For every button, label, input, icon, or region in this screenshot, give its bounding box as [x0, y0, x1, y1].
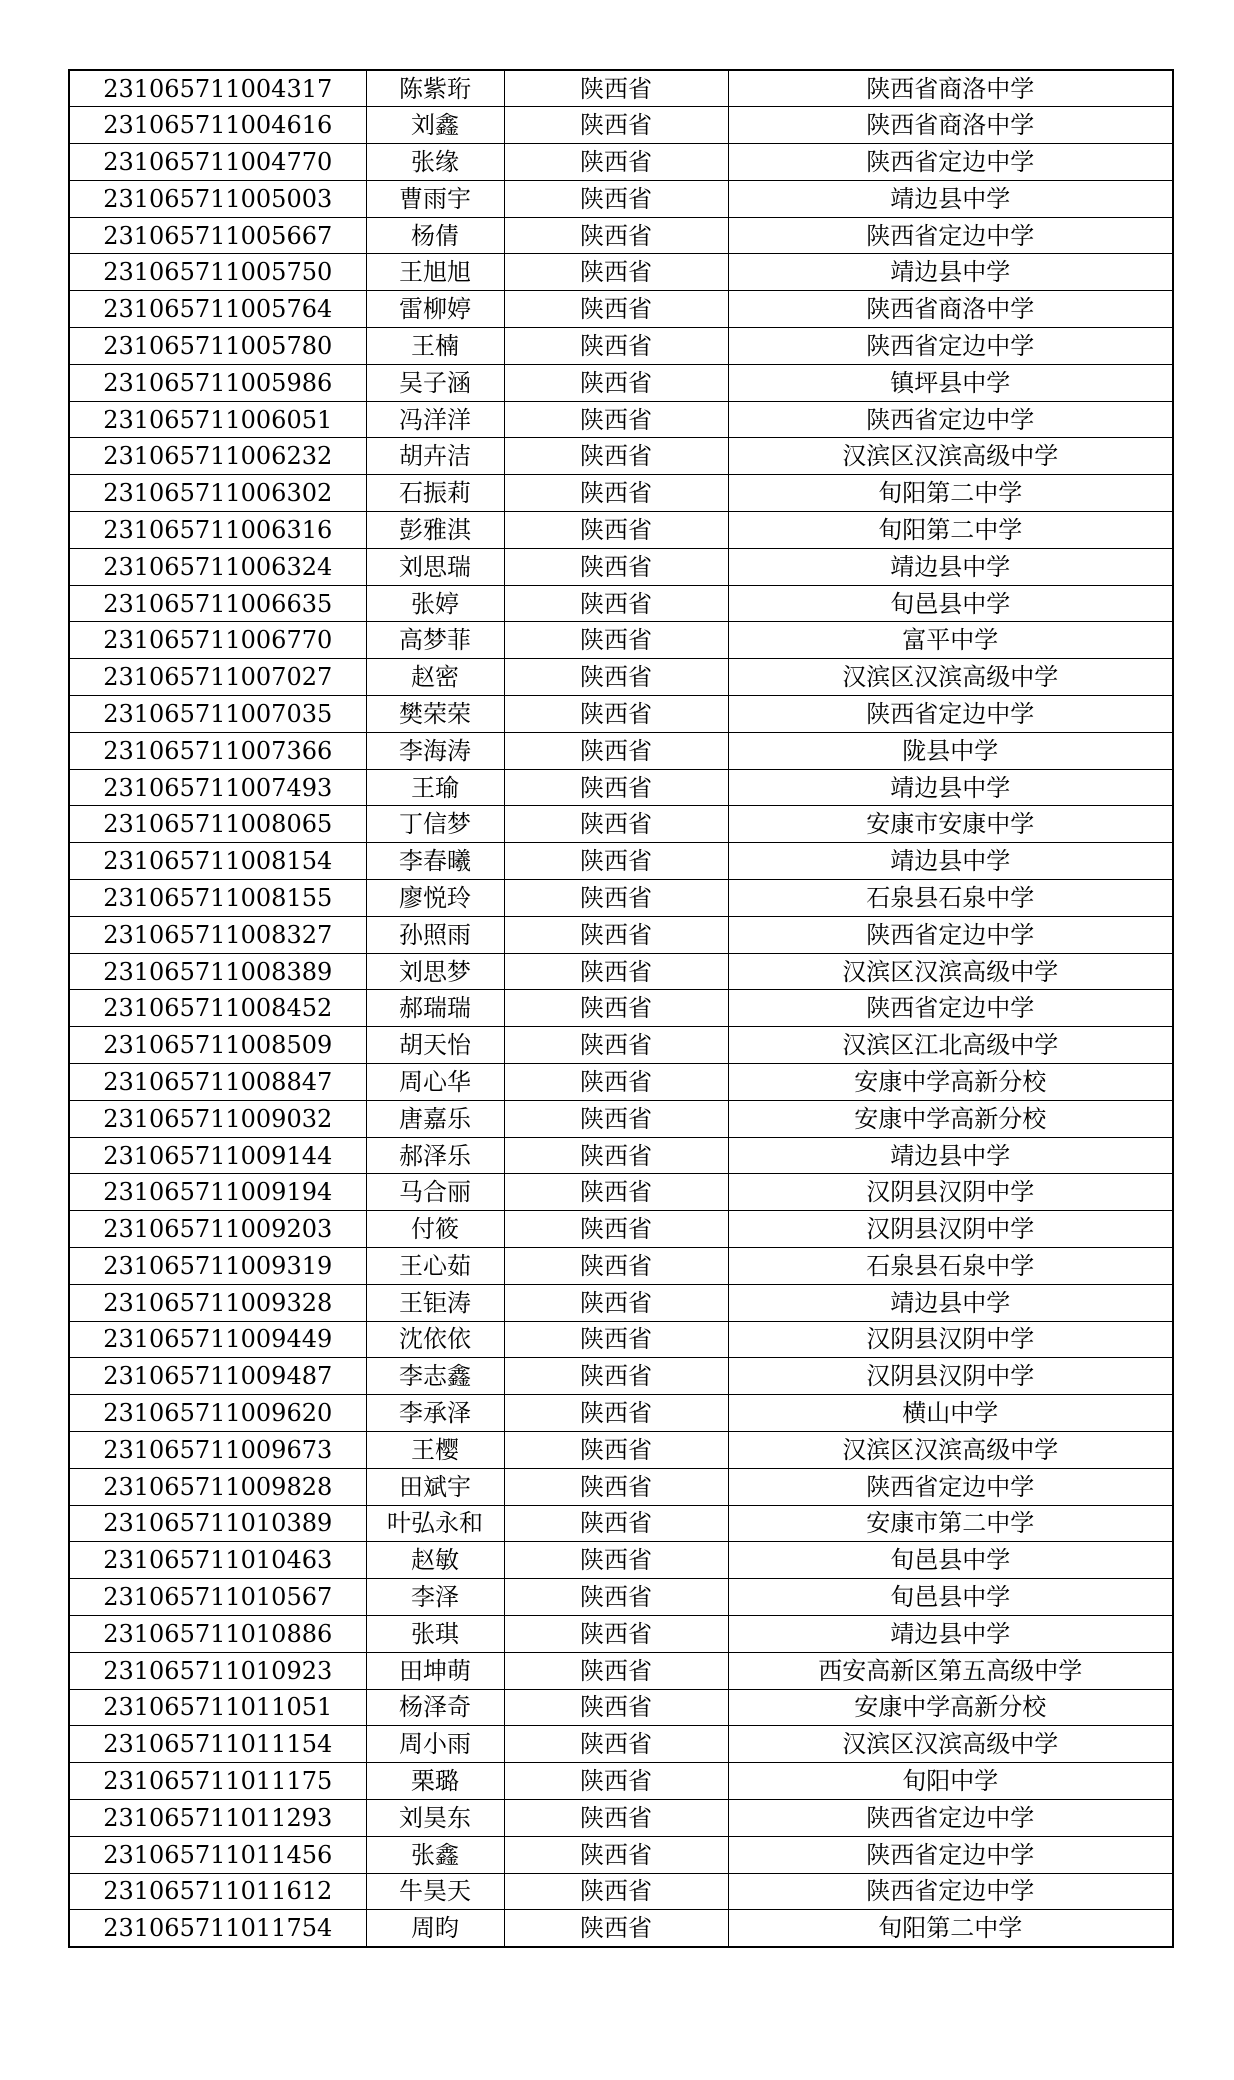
school-cell: 靖边县中学 [728, 769, 1173, 806]
table-row [69, 328, 1173, 365]
table-row [69, 1652, 1173, 1689]
table-row [69, 1468, 1173, 1505]
student-name-cell: 吴子涵 [366, 364, 504, 401]
table-row [69, 585, 1173, 622]
student-name-cell: 刘思梦 [366, 953, 504, 990]
table-row [69, 217, 1173, 254]
province-cell: 陕西省 [504, 254, 728, 291]
student-name-cell: 杨倩 [366, 217, 504, 254]
table-row [69, 806, 1173, 843]
school-cell: 汉滨区汉滨高级中学 [728, 1431, 1173, 1468]
school-cell: 陕西省定边中学 [728, 696, 1173, 733]
province-cell: 陕西省 [504, 1248, 728, 1285]
table-row [69, 401, 1173, 438]
student-name-cell: 刘昊东 [366, 1799, 504, 1836]
student-name-cell: 樊荣荣 [366, 696, 504, 733]
table-row [69, 1505, 1173, 1542]
student-name-cell: 王旭旭 [366, 254, 504, 291]
school-cell: 汉滨区汉滨高级中学 [728, 659, 1173, 696]
candidate-id-cell: 231065711007366 [69, 732, 366, 769]
province-cell: 陕西省 [504, 769, 728, 806]
student-name-cell: 李海涛 [366, 732, 504, 769]
school-cell: 靖边县中学 [728, 1284, 1173, 1321]
table-row [69, 1358, 1173, 1395]
school-cell: 安康市第二中学 [728, 1505, 1173, 1542]
province-cell: 陕西省 [504, 475, 728, 512]
candidate-id-cell: 231065711009487 [69, 1358, 366, 1395]
table-row [69, 1321, 1173, 1358]
province-cell: 陕西省 [504, 512, 728, 549]
candidate-id-cell: 231065711008452 [69, 990, 366, 1027]
table-row [69, 180, 1173, 217]
table-row [69, 1248, 1173, 1285]
candidate-id-cell: 231065711005986 [69, 364, 366, 401]
student-name-cell: 牛昊天 [366, 1873, 504, 1910]
candidate-id-cell: 231065711010923 [69, 1652, 366, 1689]
candidate-id-cell: 231065711011154 [69, 1726, 366, 1763]
school-cell: 西安高新区第五高级中学 [728, 1652, 1173, 1689]
candidate-id-cell: 231065711006232 [69, 438, 366, 475]
table-row [69, 144, 1173, 181]
table-row [69, 1910, 1173, 1947]
table-row [69, 512, 1173, 549]
candidate-id-cell: 231065711005750 [69, 254, 366, 291]
table-row [69, 622, 1173, 659]
table-row [69, 953, 1173, 990]
school-cell: 靖边县中学 [728, 843, 1173, 880]
candidate-id-cell: 231065711011175 [69, 1763, 366, 1800]
candidate-id-cell: 231065711009449 [69, 1321, 366, 1358]
student-name-cell: 赵密 [366, 659, 504, 696]
student-name-cell: 马合丽 [366, 1174, 504, 1211]
student-name-cell: 李泽 [366, 1579, 504, 1616]
candidate-id-cell: 231065711009828 [69, 1468, 366, 1505]
table-row [69, 438, 1173, 475]
candidate-id-cell: 231065711008327 [69, 916, 366, 953]
student-name-cell: 王心茹 [366, 1248, 504, 1285]
school-cell: 汉阴县汉阴中学 [728, 1321, 1173, 1358]
candidate-id-cell: 231065711006324 [69, 548, 366, 585]
province-cell: 陕西省 [504, 1137, 728, 1174]
table-row [69, 769, 1173, 806]
school-cell: 汉阴县汉阴中学 [728, 1174, 1173, 1211]
table-row [69, 107, 1173, 144]
table-row [69, 732, 1173, 769]
school-cell: 石泉县石泉中学 [728, 1248, 1173, 1285]
province-cell: 陕西省 [504, 217, 728, 254]
province-cell: 陕西省 [504, 659, 728, 696]
province-cell: 陕西省 [504, 548, 728, 585]
school-cell: 汉阴县汉阴中学 [728, 1358, 1173, 1395]
table-row [69, 1284, 1173, 1321]
province-cell: 陕西省 [504, 1505, 728, 1542]
province-cell: 陕西省 [504, 1910, 728, 1947]
school-cell: 旬邑县中学 [728, 1579, 1173, 1616]
province-cell: 陕西省 [504, 1799, 728, 1836]
province-cell: 陕西省 [504, 585, 728, 622]
table-row [69, 1836, 1173, 1873]
school-cell: 旬邑县中学 [728, 1542, 1173, 1579]
province-cell: 陕西省 [504, 1395, 728, 1432]
school-cell: 陕西省定边中学 [728, 1468, 1173, 1505]
province-cell: 陕西省 [504, 180, 728, 217]
province-cell: 陕西省 [504, 1211, 728, 1248]
province-cell: 陕西省 [504, 622, 728, 659]
student-name-cell: 郝泽乐 [366, 1137, 504, 1174]
student-name-cell: 周昀 [366, 1910, 504, 1947]
province-cell: 陕西省 [504, 843, 728, 880]
province-cell: 陕西省 [504, 916, 728, 953]
table-row [69, 475, 1173, 512]
table-row [69, 1395, 1173, 1432]
table-row [69, 1027, 1173, 1064]
student-name-cell: 高梦菲 [366, 622, 504, 659]
school-cell: 靖边县中学 [728, 1615, 1173, 1652]
table-row [69, 1799, 1173, 1836]
candidate-id-cell: 231065711005764 [69, 291, 366, 328]
candidate-id-cell: 231065711011293 [69, 1799, 366, 1836]
province-cell: 陕西省 [504, 1726, 728, 1763]
candidate-id-cell: 231065711009319 [69, 1248, 366, 1285]
candidate-id-cell: 231065711009673 [69, 1431, 366, 1468]
province-cell: 陕西省 [504, 1836, 728, 1873]
candidate-id-cell: 231065711010886 [69, 1615, 366, 1652]
candidate-id-cell: 231065711004317 [69, 70, 366, 107]
province-cell: 陕西省 [504, 953, 728, 990]
province-cell: 陕西省 [504, 1358, 728, 1395]
candidate-id-cell: 231065711007493 [69, 769, 366, 806]
student-name-cell: 田坤萌 [366, 1652, 504, 1689]
student-name-cell: 胡卉洁 [366, 438, 504, 475]
table-row [69, 1873, 1173, 1910]
province-cell: 陕西省 [504, 1763, 728, 1800]
table-row [69, 1615, 1173, 1652]
candidate-id-cell: 231065711009620 [69, 1395, 366, 1432]
student-name-cell: 曹雨宇 [366, 180, 504, 217]
student-name-cell: 廖悦玲 [366, 880, 504, 917]
province-cell: 陕西省 [504, 401, 728, 438]
school-cell: 陕西省定边中学 [728, 1873, 1173, 1910]
table-row [69, 70, 1173, 107]
candidate-id-cell: 231065711009144 [69, 1137, 366, 1174]
candidate-id-cell: 231065711006770 [69, 622, 366, 659]
table-row [69, 1100, 1173, 1137]
table-row [69, 916, 1173, 953]
student-name-cell: 李志鑫 [366, 1358, 504, 1395]
student-name-cell: 李承泽 [366, 1395, 504, 1432]
table-row [69, 990, 1173, 1027]
school-cell: 靖边县中学 [728, 180, 1173, 217]
table-row [69, 1064, 1173, 1101]
student-name-cell: 刘鑫 [366, 107, 504, 144]
province-cell: 陕西省 [504, 328, 728, 365]
candidate-id-cell: 231065711010389 [69, 1505, 366, 1542]
student-name-cell: 王楠 [366, 328, 504, 365]
student-name-cell: 叶弘永和 [366, 1505, 504, 1542]
roster-table-body [69, 70, 1173, 1947]
candidate-id-cell: 231065711004616 [69, 107, 366, 144]
school-cell: 旬阳第二中学 [728, 475, 1173, 512]
school-cell: 靖边县中学 [728, 1137, 1173, 1174]
table-row [69, 1542, 1173, 1579]
province-cell: 陕西省 [504, 364, 728, 401]
school-cell: 安康市安康中学 [728, 806, 1173, 843]
candidate-id-cell: 231065711006635 [69, 585, 366, 622]
province-cell: 陕西省 [504, 1027, 728, 1064]
school-cell: 靖边县中学 [728, 254, 1173, 291]
school-cell: 陕西省定边中学 [728, 328, 1173, 365]
school-cell: 安康中学高新分校 [728, 1100, 1173, 1137]
candidate-id-cell: 231065711008154 [69, 843, 366, 880]
table-row [69, 1579, 1173, 1616]
table-row [69, 548, 1173, 585]
student-name-cell: 胡天怡 [366, 1027, 504, 1064]
student-name-cell: 周心华 [366, 1064, 504, 1101]
province-cell: 陕西省 [504, 1431, 728, 1468]
candidate-id-cell: 231065711011612 [69, 1873, 366, 1910]
candidate-id-cell: 231065711009194 [69, 1174, 366, 1211]
table-row [69, 291, 1173, 328]
school-cell: 汉滨区江北高级中学 [728, 1027, 1173, 1064]
table-row [69, 1689, 1173, 1726]
school-cell: 汉阴县汉阴中学 [728, 1211, 1173, 1248]
school-cell: 陕西省定边中学 [728, 916, 1173, 953]
student-name-cell: 沈依依 [366, 1321, 504, 1358]
student-name-cell: 王钜涛 [366, 1284, 504, 1321]
candidate-id-cell: 231065711011456 [69, 1836, 366, 1873]
roster-table [68, 69, 1174, 1948]
candidate-id-cell: 231065711009032 [69, 1100, 366, 1137]
school-cell: 旬邑县中学 [728, 585, 1173, 622]
candidate-id-cell: 231065711011754 [69, 1910, 366, 1947]
student-name-cell: 杨泽奇 [366, 1689, 504, 1726]
province-cell: 陕西省 [504, 880, 728, 917]
table-row [69, 1174, 1173, 1211]
candidate-id-cell: 231065711006051 [69, 401, 366, 438]
candidate-id-cell: 231065711005667 [69, 217, 366, 254]
table-row [69, 880, 1173, 917]
table-row [69, 1137, 1173, 1174]
school-cell: 安康中学高新分校 [728, 1689, 1173, 1726]
province-cell: 陕西省 [504, 1100, 728, 1137]
province-cell: 陕西省 [504, 1579, 728, 1616]
student-name-cell: 王瑜 [366, 769, 504, 806]
student-name-cell: 田斌宇 [366, 1468, 504, 1505]
school-cell: 旬阳第二中学 [728, 1910, 1173, 1947]
candidate-id-cell: 231065711010567 [69, 1579, 366, 1616]
student-name-cell: 栗璐 [366, 1763, 504, 1800]
table-row [69, 1431, 1173, 1468]
student-name-cell: 付筱 [366, 1211, 504, 1248]
table-row [69, 659, 1173, 696]
province-cell: 陕西省 [504, 144, 728, 181]
school-cell: 陕西省定边中学 [728, 1799, 1173, 1836]
table-row [69, 1211, 1173, 1248]
school-cell: 陕西省商洛中学 [728, 70, 1173, 107]
student-name-cell: 赵敏 [366, 1542, 504, 1579]
student-name-cell: 周小雨 [366, 1726, 504, 1763]
student-name-cell: 张婷 [366, 585, 504, 622]
student-name-cell: 丁信梦 [366, 806, 504, 843]
candidate-id-cell: 231065711005003 [69, 180, 366, 217]
candidate-id-cell: 231065711008065 [69, 806, 366, 843]
candidate-id-cell: 231065711008389 [69, 953, 366, 990]
province-cell: 陕西省 [504, 1689, 728, 1726]
student-name-cell: 陈紫珩 [366, 70, 504, 107]
school-cell: 镇坪县中学 [728, 364, 1173, 401]
province-cell: 陕西省 [504, 1652, 728, 1689]
province-cell: 陕西省 [504, 1873, 728, 1910]
candidate-id-cell: 231065711008155 [69, 880, 366, 917]
school-cell: 陕西省商洛中学 [728, 107, 1173, 144]
province-cell: 陕西省 [504, 732, 728, 769]
table-row [69, 1763, 1173, 1800]
candidate-id-cell: 231065711008847 [69, 1064, 366, 1101]
student-name-cell: 王樱 [366, 1431, 504, 1468]
school-cell: 富平中学 [728, 622, 1173, 659]
candidate-id-cell: 231065711007035 [69, 696, 366, 733]
table-row [69, 843, 1173, 880]
student-name-cell: 张琪 [366, 1615, 504, 1652]
table-row [69, 696, 1173, 733]
province-cell: 陕西省 [504, 1468, 728, 1505]
candidate-id-cell: 231065711006316 [69, 512, 366, 549]
school-cell: 陇县中学 [728, 732, 1173, 769]
school-cell: 横山中学 [728, 1395, 1173, 1432]
student-name-cell: 石振莉 [366, 475, 504, 512]
student-name-cell: 张缘 [366, 144, 504, 181]
school-cell: 旬阳第二中学 [728, 512, 1173, 549]
province-cell: 陕西省 [504, 1174, 728, 1211]
province-cell: 陕西省 [504, 990, 728, 1027]
student-name-cell: 郝瑞瑞 [366, 990, 504, 1027]
candidate-id-cell: 231065711011051 [69, 1689, 366, 1726]
province-cell: 陕西省 [504, 438, 728, 475]
province-cell: 陕西省 [504, 107, 728, 144]
candidate-id-cell: 231065711007027 [69, 659, 366, 696]
province-cell: 陕西省 [504, 70, 728, 107]
school-cell: 石泉县石泉中学 [728, 880, 1173, 917]
student-name-cell: 李春曦 [366, 843, 504, 880]
school-cell: 陕西省定边中学 [728, 990, 1173, 1027]
student-name-cell: 张鑫 [366, 1836, 504, 1873]
province-cell: 陕西省 [504, 1064, 728, 1101]
school-cell: 陕西省商洛中学 [728, 291, 1173, 328]
school-cell: 陕西省定边中学 [728, 1836, 1173, 1873]
table-row [69, 254, 1173, 291]
province-cell: 陕西省 [504, 696, 728, 733]
school-cell: 旬阳中学 [728, 1763, 1173, 1800]
table-row [69, 1726, 1173, 1763]
student-name-cell: 孙照雨 [366, 916, 504, 953]
candidate-id-cell: 231065711004770 [69, 144, 366, 181]
school-cell: 陕西省定边中学 [728, 144, 1173, 181]
school-cell: 陕西省定边中学 [728, 401, 1173, 438]
province-cell: 陕西省 [504, 291, 728, 328]
school-cell: 汉滨区汉滨高级中学 [728, 438, 1173, 475]
school-cell: 汉滨区汉滨高级中学 [728, 953, 1173, 990]
school-cell: 安康中学高新分校 [728, 1064, 1173, 1101]
student-name-cell: 唐嘉乐 [366, 1100, 504, 1137]
school-cell: 陕西省定边中学 [728, 217, 1173, 254]
province-cell: 陕西省 [504, 1284, 728, 1321]
candidate-id-cell: 231065711010463 [69, 1542, 366, 1579]
candidate-id-cell: 231065711005780 [69, 328, 366, 365]
student-name-cell: 彭雅淇 [366, 512, 504, 549]
school-cell: 靖边县中学 [728, 548, 1173, 585]
student-name-cell: 雷柳婷 [366, 291, 504, 328]
province-cell: 陕西省 [504, 1615, 728, 1652]
table-row [69, 364, 1173, 401]
candidate-id-cell: 231065711008509 [69, 1027, 366, 1064]
candidate-id-cell: 231065711006302 [69, 475, 366, 512]
candidate-id-cell: 231065711009328 [69, 1284, 366, 1321]
province-cell: 陕西省 [504, 806, 728, 843]
province-cell: 陕西省 [504, 1542, 728, 1579]
student-name-cell: 冯洋洋 [366, 401, 504, 438]
student-name-cell: 刘思瑞 [366, 548, 504, 585]
province-cell: 陕西省 [504, 1321, 728, 1358]
candidate-id-cell: 231065711009203 [69, 1211, 366, 1248]
school-cell: 汉滨区汉滨高级中学 [728, 1726, 1173, 1763]
